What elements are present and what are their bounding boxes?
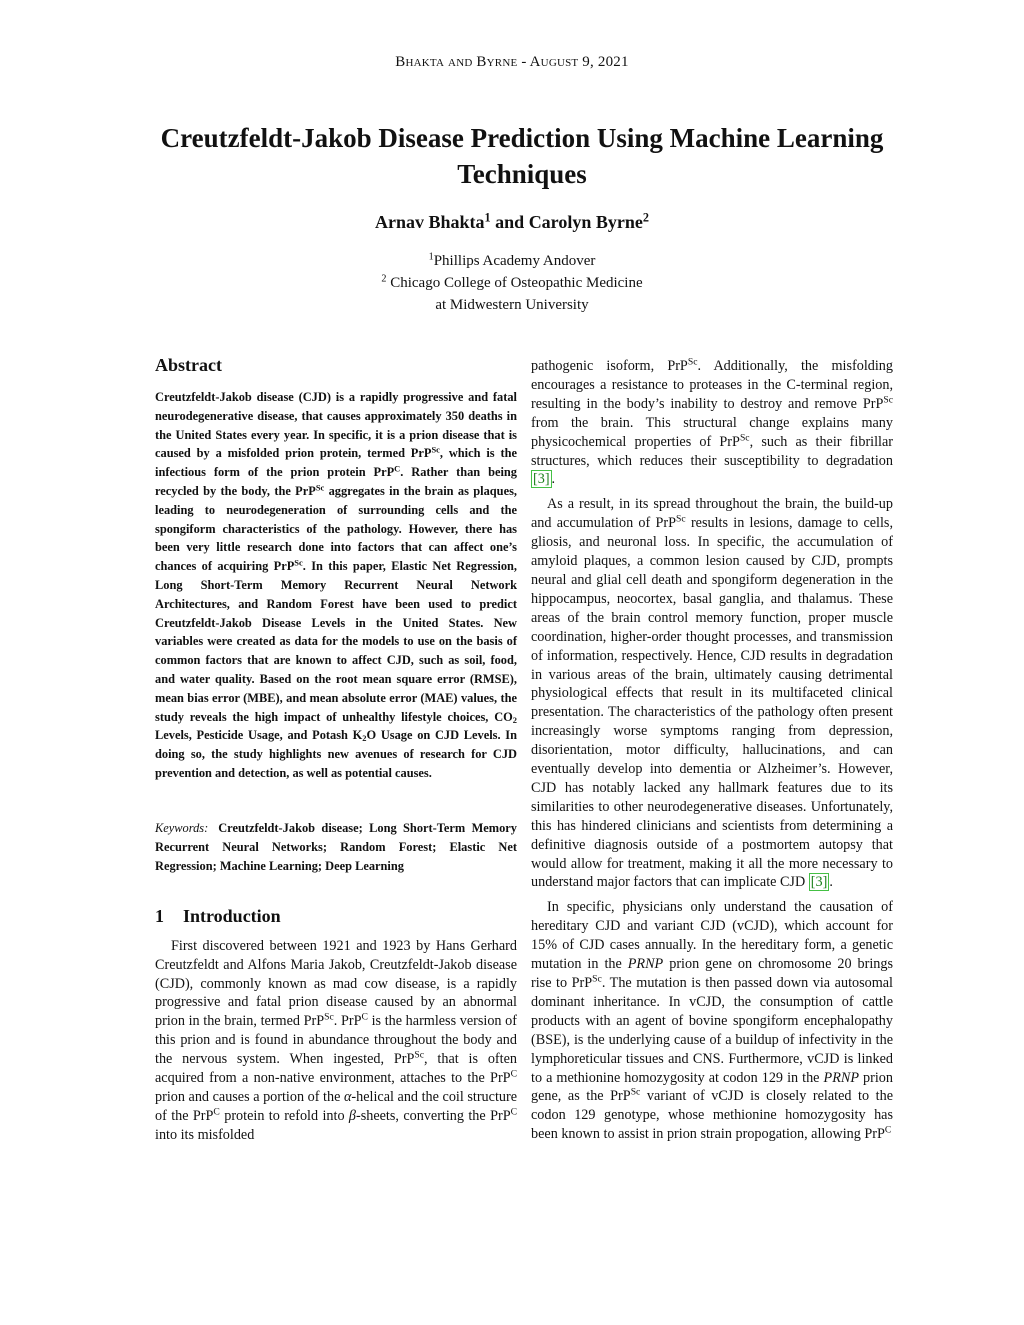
paragraph-text: from the brain. This structural change explains many physicochemical properties of PrP xyxy=(531,414,893,450)
paragraph-text: . Additionally, the misfolding encourages a resistance to proteases in the C-terminal region, resulting in the body’s inability to destroy and remove PrP xyxy=(531,358,893,412)
intro-paragraph-1 xyxy=(155,937,517,1145)
affiliation-line xyxy=(0,294,1024,316)
paragraph-text: prion gene, as the PrP xyxy=(531,1069,893,1105)
superscript: C xyxy=(213,1106,220,1118)
intro-paragraph-1-continued xyxy=(531,357,893,489)
affiliation-text: Chicago College of Osteopathic Medicine xyxy=(386,275,643,291)
subscript: 2 xyxy=(362,733,367,744)
superscript: Sc xyxy=(324,1012,334,1024)
abstract-body xyxy=(155,388,517,783)
abstract-heading: Abstract xyxy=(155,355,222,375)
abstract-text: Levels, Pesticide Usage, and Potash K xyxy=(155,728,363,743)
keywords-label: Keywords: xyxy=(155,820,209,835)
paragraph-text: , that is often acquired from a non-native environment, attaches to the PrP xyxy=(155,1051,517,1087)
paragraph-text: prion and causes a portion of the xyxy=(155,1088,344,1105)
section-title: Introduction xyxy=(183,905,281,926)
affiliation-mark: 1 xyxy=(428,251,434,263)
affiliation-mark: 1 xyxy=(484,210,491,225)
gene-name: PRNP xyxy=(627,956,664,973)
superscript: Sc xyxy=(687,356,698,368)
keywords-text: Creutzfeldt-Jakob disease; Long Short-Term Memory Recurrent Neural Networks; Random Forest; Elastic Net Regression; Machine Learning; Deep Learning xyxy=(155,820,517,873)
paragraph-text: . xyxy=(829,874,833,891)
left-column xyxy=(155,355,517,1151)
right-column xyxy=(531,357,893,1150)
author-name: Arnav Bhakta xyxy=(375,212,485,232)
paragraph-text: , such as their fibrillar structures, which reduces their susceptibility to degradation xyxy=(531,433,894,469)
paragraph-text: . xyxy=(551,471,556,488)
greek-symbol: α xyxy=(343,1088,352,1105)
greek-symbol: β xyxy=(348,1107,356,1124)
keywords xyxy=(155,819,517,876)
paragraph-text: . The mutation is then passed down via autosomal dominant inheritance. In vCJD, the consumption of cattle products with an agent of bovine spongiform encephalopathy (BSE), is the underlying cause of a buildup of infectivity in the lymphoreticular tissues and CNS. Furthermore, vCJD is linked to a methionine homozygosity at codon 129 in the xyxy=(531,975,893,1086)
abstract-text: , which is the infectious form of the prion protein PrP xyxy=(155,446,517,480)
intro-paragraph-2 xyxy=(531,495,893,892)
superscript: Sc xyxy=(431,444,440,455)
paragraph-text: -helical and the coil structure of the PrP xyxy=(155,1088,518,1124)
superscript: C xyxy=(884,1124,892,1136)
section-number: 1 xyxy=(155,905,164,926)
paragraph-text: As a result, in its spread throughout the brain, the build-up and accumulation of PrP xyxy=(531,496,893,532)
paragraph-text: -sheets, converting the PrP xyxy=(356,1107,511,1124)
subscript: 2 xyxy=(512,714,517,725)
affiliation-text: Phillips Academy Andover xyxy=(433,253,596,269)
paragraph-text: variant of vCJD is closely related to the codon 129 genotype, whose methionine homozygosity has been known to assist in prion strain propogation, allowing PrP xyxy=(531,1088,893,1143)
citation-link[interactable]: [3] xyxy=(533,471,550,488)
superscript: Sc xyxy=(676,513,686,525)
author-name: Carolyn Byrne xyxy=(528,212,643,232)
citation-link[interactable]: [3] xyxy=(810,874,828,891)
superscript: C xyxy=(361,1012,368,1024)
paragraph-text: is the harmless version of this prion and is found in abundance throughout the body and the nervous system. When ingested, PrP xyxy=(155,1013,517,1068)
superscript: Sc xyxy=(315,482,325,493)
paragraph-text: In specific, physicians only understand the causation of hereditary CJD and variant CJD (vCJD), which account for 15% of CJD cases annually. In the hereditary form, a genetic mutation in the xyxy=(531,899,893,973)
running-head: Bhakta and Byrne - August 9, 2021 xyxy=(395,54,629,70)
affiliation-mark: 2 xyxy=(642,210,649,225)
abstract-text: . In this paper, Elastic Net Regression, Long Short-Term Memory Recurrent Neural Network Architectures, and Random Forest have been used to predict Creutzfeldt-Jakob Disease Levels in the United States. New variables were created as data for the models to use on the basis of common factors that are known to affect CJD, such as soil, food, and water quality. Based on the root mean square error (RMSE), mean bias error (MBE), and mean absolute error (MAE) values, the study reveals the high impact of unhealthy lifestyle choices, CO xyxy=(155,559,517,724)
paragraph-text: into its misfolded xyxy=(155,1126,255,1143)
section-heading xyxy=(155,906,517,927)
superscript: Sc xyxy=(630,1087,641,1099)
paragraph-text: . PrP xyxy=(333,1013,362,1030)
abstract-text: aggregates in the brain as plaques, leading to neurodegeneration of surrounding cells and the spongiform characteristics of the pathology. However, there has been very little research done into factors that can affect one’s chances of acquiring PrP xyxy=(155,483,517,574)
affiliation-line xyxy=(0,272,1024,294)
paragraph-text: prion gene on chromosome 20 brings rise to PrP xyxy=(531,956,893,991)
paragraph-text: results in lesions, damage to cells, gliosis, and neuronal loss. In specific, the accumulation of amyloid plaques, a common lesion caused by CJD, prompts neural and glial cell death and spongiform degeneration in the hippocampus, neocortex, basal ganglia, and thalamus. These areas of the brain control memory function, proper muscle coordination, higher-order thought processes, and transmission of information, respectively. Hence, CJD results in degradation in various areas of the brain, ultimately causing detrimental physiological effects that result in its multifaceted clinical presentation. The characteristics of the pathology often present increasingly worse symptoms ranging from depression, disorientation, motor difficulty, hallucinations, and can eventually develop into dementia or Alzheimer’s. However, CJD has notably lacked any hallmark features due to its similarities to other neurodegenerative diseases. Unfortunately, this has hindered clinicians and scientists from determining a definitive diagnosis outside of a postmortem autopsy that would allow for treatment, making it all the more necessary to understand major factors that can implicate CJD xyxy=(531,515,894,891)
paragraph-text: pathogenic isoform, PrP xyxy=(531,358,688,374)
intro-paragraph-3 xyxy=(531,898,893,1144)
superscript: Sc xyxy=(739,432,750,444)
affiliation-mark: 2 xyxy=(381,273,387,285)
abstract-text: . Rather than being recycled by the body, the PrP xyxy=(155,465,517,498)
paragraph-text: First discovered between 1921 and 1923 by Hans Gerhard Creutzfeldt and Alfons Maria Jakob, Creutzfeldt-Jakob disease (CJD), commonly known as mad cow disease, is a rapidly progressive and fatal prion disease caused by an abnormal prion in the brain, termed PrP xyxy=(155,937,517,1030)
superscript: C xyxy=(510,1068,517,1080)
abstract-text: O Usage on CJD Levels. In doing so, the study highlights new avenues of research for CJD prevention and detection, as well as potential causes. xyxy=(155,728,517,780)
gene-name: PRNP xyxy=(823,1069,859,1086)
superscript: C xyxy=(394,463,401,474)
author-line xyxy=(0,212,1024,233)
paper-title: Creutzfeldt-Jakob Disease Prediction Using Machine Learning Techniques xyxy=(160,123,884,189)
superscript: Sc xyxy=(294,557,303,568)
superscript: C xyxy=(510,1106,518,1118)
affiliation-line xyxy=(0,250,1024,272)
affiliation-text: at Midwestern University xyxy=(435,297,589,313)
superscript: Sc xyxy=(592,973,602,985)
superscript: Sc xyxy=(414,1049,425,1061)
author-conjunction: and xyxy=(490,212,529,232)
paragraph-text: protein to refold into xyxy=(219,1107,349,1124)
abstract-text: Creutzfeldt-Jakob disease (CJD) is a rapidly progressive and fatal neurodegenerative disease, that causes approximately 350 deaths in the United States every year. In specific, it is a prion disease that is caused by a misfolded prion protein, termed PrP xyxy=(155,390,517,461)
superscript: Sc xyxy=(883,394,893,406)
